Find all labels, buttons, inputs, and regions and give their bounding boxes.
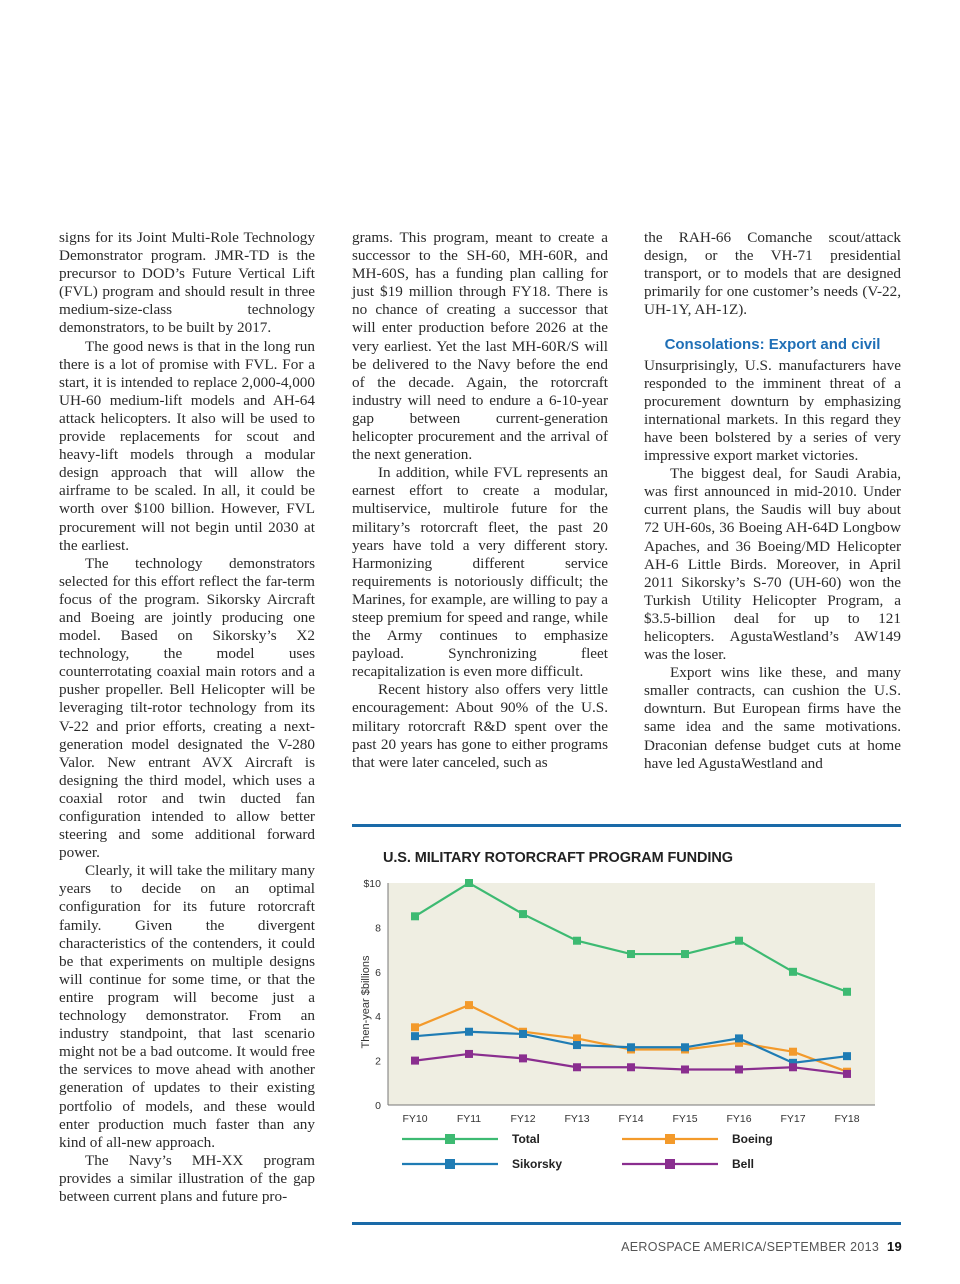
data-point-bell <box>573 1063 581 1071</box>
data-point-bell <box>789 1063 797 1071</box>
data-point-boeing <box>789 1048 797 1056</box>
column-3-intro-paragraph: the RAH-66 Comanche scout/attack design, or the VH-71 presidential transport, or to models that are designed primarily for one customer’s needs (V-22, UH-1Y, AH-1Z). <box>644 229 901 319</box>
article-paragraph: Clearly, it will take the military many years to decide on an optimal configuration for its future rotorcraft family. Given the divergent characteristics of the contenders, it could be that experiments on multiple designs will continue for some time, or that the entire program will become just a technology demonstrator. From an industry standpoint, that last scenario might not be a bad outcome. It would free the services to move ahead with another generation of updates to their existing portfolio of models, and these would enter production much faster than any kind of all-new approach. <box>59 862 315 1151</box>
data-point-sikorsky <box>843 1052 851 1060</box>
x-tick-label: FY15 <box>672 1113 698 1125</box>
legend-marker-boeing <box>665 1134 675 1144</box>
data-point-bell <box>735 1065 743 1073</box>
article-paragraph: The Navy’s MH-XX program provides a similar illustration of the gap between current plans and future pro- <box>59 1151 315 1205</box>
data-point-total <box>465 879 473 887</box>
article-paragraph: The good news is that in the long run there is a lot of promise with FVL. For a start, it is intended to replace 2,000-4,000 UH-60 medium-lift models and AH-64 attack helicopters. It also will be used to provide replacements for scout and heavy-lift models through a modular design approach that will allow the airframe to be scaled. In all, it could be worth over $100 billion. However, FVL procurement will not begin until 2030 at the earliest. <box>59 337 315 554</box>
article-paragraph: The biggest deal, for Saudi Arabia, was first announced in mid-2010. Under current plans, the Saudis will buy about 72 UH-60s, 36 Boeing AH-64D Longbow Apaches, and 36 Boeing/MD Helicopter AH-6 Little Birds. Moreover, in April 2011 Sikorsky’s S-70 (UH-60) won the Turkish Utility Helicopter Program, a $3.5-billion deal for up to 121 helicopters. AgustaWestland’s AW149 was the loser. <box>644 465 901 664</box>
funding-chart <box>352 870 901 1190</box>
data-point-bell <box>411 1057 419 1065</box>
x-tick-label: FY10 <box>402 1113 428 1125</box>
legend-label-boeing: Boeing <box>732 1132 773 1146</box>
article-paragraph: Unsurprisingly, U.S. manufacturers have responded to the imminent threat of a procurement downturn by emphasizing international markets. In this regard they have been bolstered by a series of very impressive export market victories. <box>644 356 901 465</box>
data-point-sikorsky <box>735 1034 743 1042</box>
x-tick-label: FY18 <box>834 1113 860 1125</box>
article-paragraph: signs for its Joint Multi-Role Technology Demonstrator program. JMR-TD is the precursor to DOD’s Future Vertical Lift (FVL) program and should result in three medium-size-class technology demonstrators, to be built by 2017. <box>59 229 315 337</box>
y-tick-label: 6 <box>375 966 381 979</box>
article-paragraph: Recent history also offers very little encouragement: About 90% of the U.S. military rotorcraft R&D spent over the past 20 years has gone to either programs that were later canceled, such as <box>352 681 608 771</box>
x-tick-label: FY13 <box>564 1113 590 1125</box>
data-point-sikorsky <box>519 1030 527 1038</box>
y-tick-label: 2 <box>375 1055 381 1068</box>
x-tick-label: FY17 <box>780 1113 806 1125</box>
data-point-total <box>573 937 581 945</box>
data-point-sikorsky <box>627 1043 635 1051</box>
data-point-sikorsky <box>681 1043 689 1051</box>
x-tick-label: FY16 <box>726 1113 752 1125</box>
legend-marker-bell <box>665 1159 675 1169</box>
page-footer <box>621 1239 902 1254</box>
article-paragraph: In addition, while FVL represents an earnest effort to create a modular, multiservice, multirole future for the military’s rotorcraft fleet, the past 20 years have told a very different story. Harmonizing different service requirements is notoriously difficult; the Marines, for example, are willing to pay a steep premium for speed and range, while the Army continues to emphasize payload. Synchronizing fleet recapitalization is even more difficult. <box>352 464 608 681</box>
chart-top-rule <box>352 824 901 827</box>
data-point-total <box>519 910 527 918</box>
data-point-bell <box>465 1050 473 1058</box>
article-column-1 <box>59 229 315 1206</box>
plot-area <box>388 883 875 1105</box>
data-point-boeing <box>411 1023 419 1031</box>
x-tick-label: FY12 <box>510 1113 536 1125</box>
legend-label-bell: Bell <box>732 1157 755 1171</box>
section-heading: Consolations: Export and civil <box>664 336 881 354</box>
legend-label-total: Total <box>512 1132 540 1146</box>
chart-title: U.S. MILITARY ROTORCRAFT PROGRAM FUNDING <box>383 850 733 866</box>
data-point-total <box>735 937 743 945</box>
data-point-total <box>681 950 689 958</box>
chart-bottom-rule <box>352 1222 901 1225</box>
legend-label-sikorsky: Sikorsky <box>512 1157 563 1171</box>
y-tick-label: 0 <box>375 1100 381 1112</box>
x-tick-label: FY14 <box>618 1113 644 1125</box>
data-point-total <box>789 968 797 976</box>
data-point-bell <box>681 1065 689 1073</box>
data-point-bell <box>519 1054 527 1062</box>
data-point-sikorsky <box>411 1032 419 1040</box>
footer-publication: AEROSPACE AMERICA/SEPTEMBER 2013 <box>621 1240 880 1254</box>
legend-marker-total <box>445 1134 455 1144</box>
legend-marker-sikorsky <box>445 1159 455 1169</box>
y-axis-label: Then-year $billions <box>360 955 372 1049</box>
data-point-total <box>411 912 419 920</box>
data-point-boeing <box>465 1001 473 1009</box>
y-tick-label: $10 <box>363 878 381 890</box>
article-column-3 <box>644 229 901 773</box>
data-point-total <box>843 988 851 996</box>
data-point-total <box>627 950 635 958</box>
page-number: 19 <box>886 1239 902 1254</box>
article-paragraph: grams. This program, meant to create a successor to the SH-60, MH-60R, and MH-60S, has a funding plan calling for just $19 million through FY18. There is no chance of creating a successor that will enter production before 2026 at the very earliest. Yet the last MH-60R/S will be delivered to the Navy before the end of the decade. Again, the rotorcraft industry will need to endure a 6-10-year gap between current-generation helicopter procurement and the arrival of the next generation. <box>352 229 608 464</box>
article-paragraph: The technology demonstrators selected for this effort reflect the far-term focus of the program. Sikorsky Aircraft and Boeing are jointly producing one model. Based on Sikorsky’s X2 technology, the model uses counterrotating coaxial main rotors and a pusher propeller. Bell Helicopter will be leveraging tilt-rotor technology from its V-22 and prior efforts, creating a next-generation model designated the V-280 Valor. New entrant AVX Aircraft is designing the third model, which uses a coaxial rotor and twin ducted fan configuration intended to allow better steering and some additional forward power. <box>59 554 315 862</box>
data-point-sikorsky <box>465 1028 473 1036</box>
article-paragraph: Export wins like these, and many smaller contracts, can cushion the U.S. downturn. But European firms have the same idea and the same motivations. Draconian defense budget cuts at home have led AgustaWestland and <box>644 664 901 772</box>
x-tick-label: FY11 <box>456 1113 482 1125</box>
data-point-bell <box>843 1070 851 1078</box>
article-column-2 <box>352 229 608 772</box>
y-tick-label: 8 <box>375 922 381 935</box>
column-3-body <box>644 357 901 773</box>
y-tick-label: 4 <box>375 1011 381 1024</box>
data-point-sikorsky <box>573 1041 581 1049</box>
data-point-bell <box>627 1063 635 1071</box>
